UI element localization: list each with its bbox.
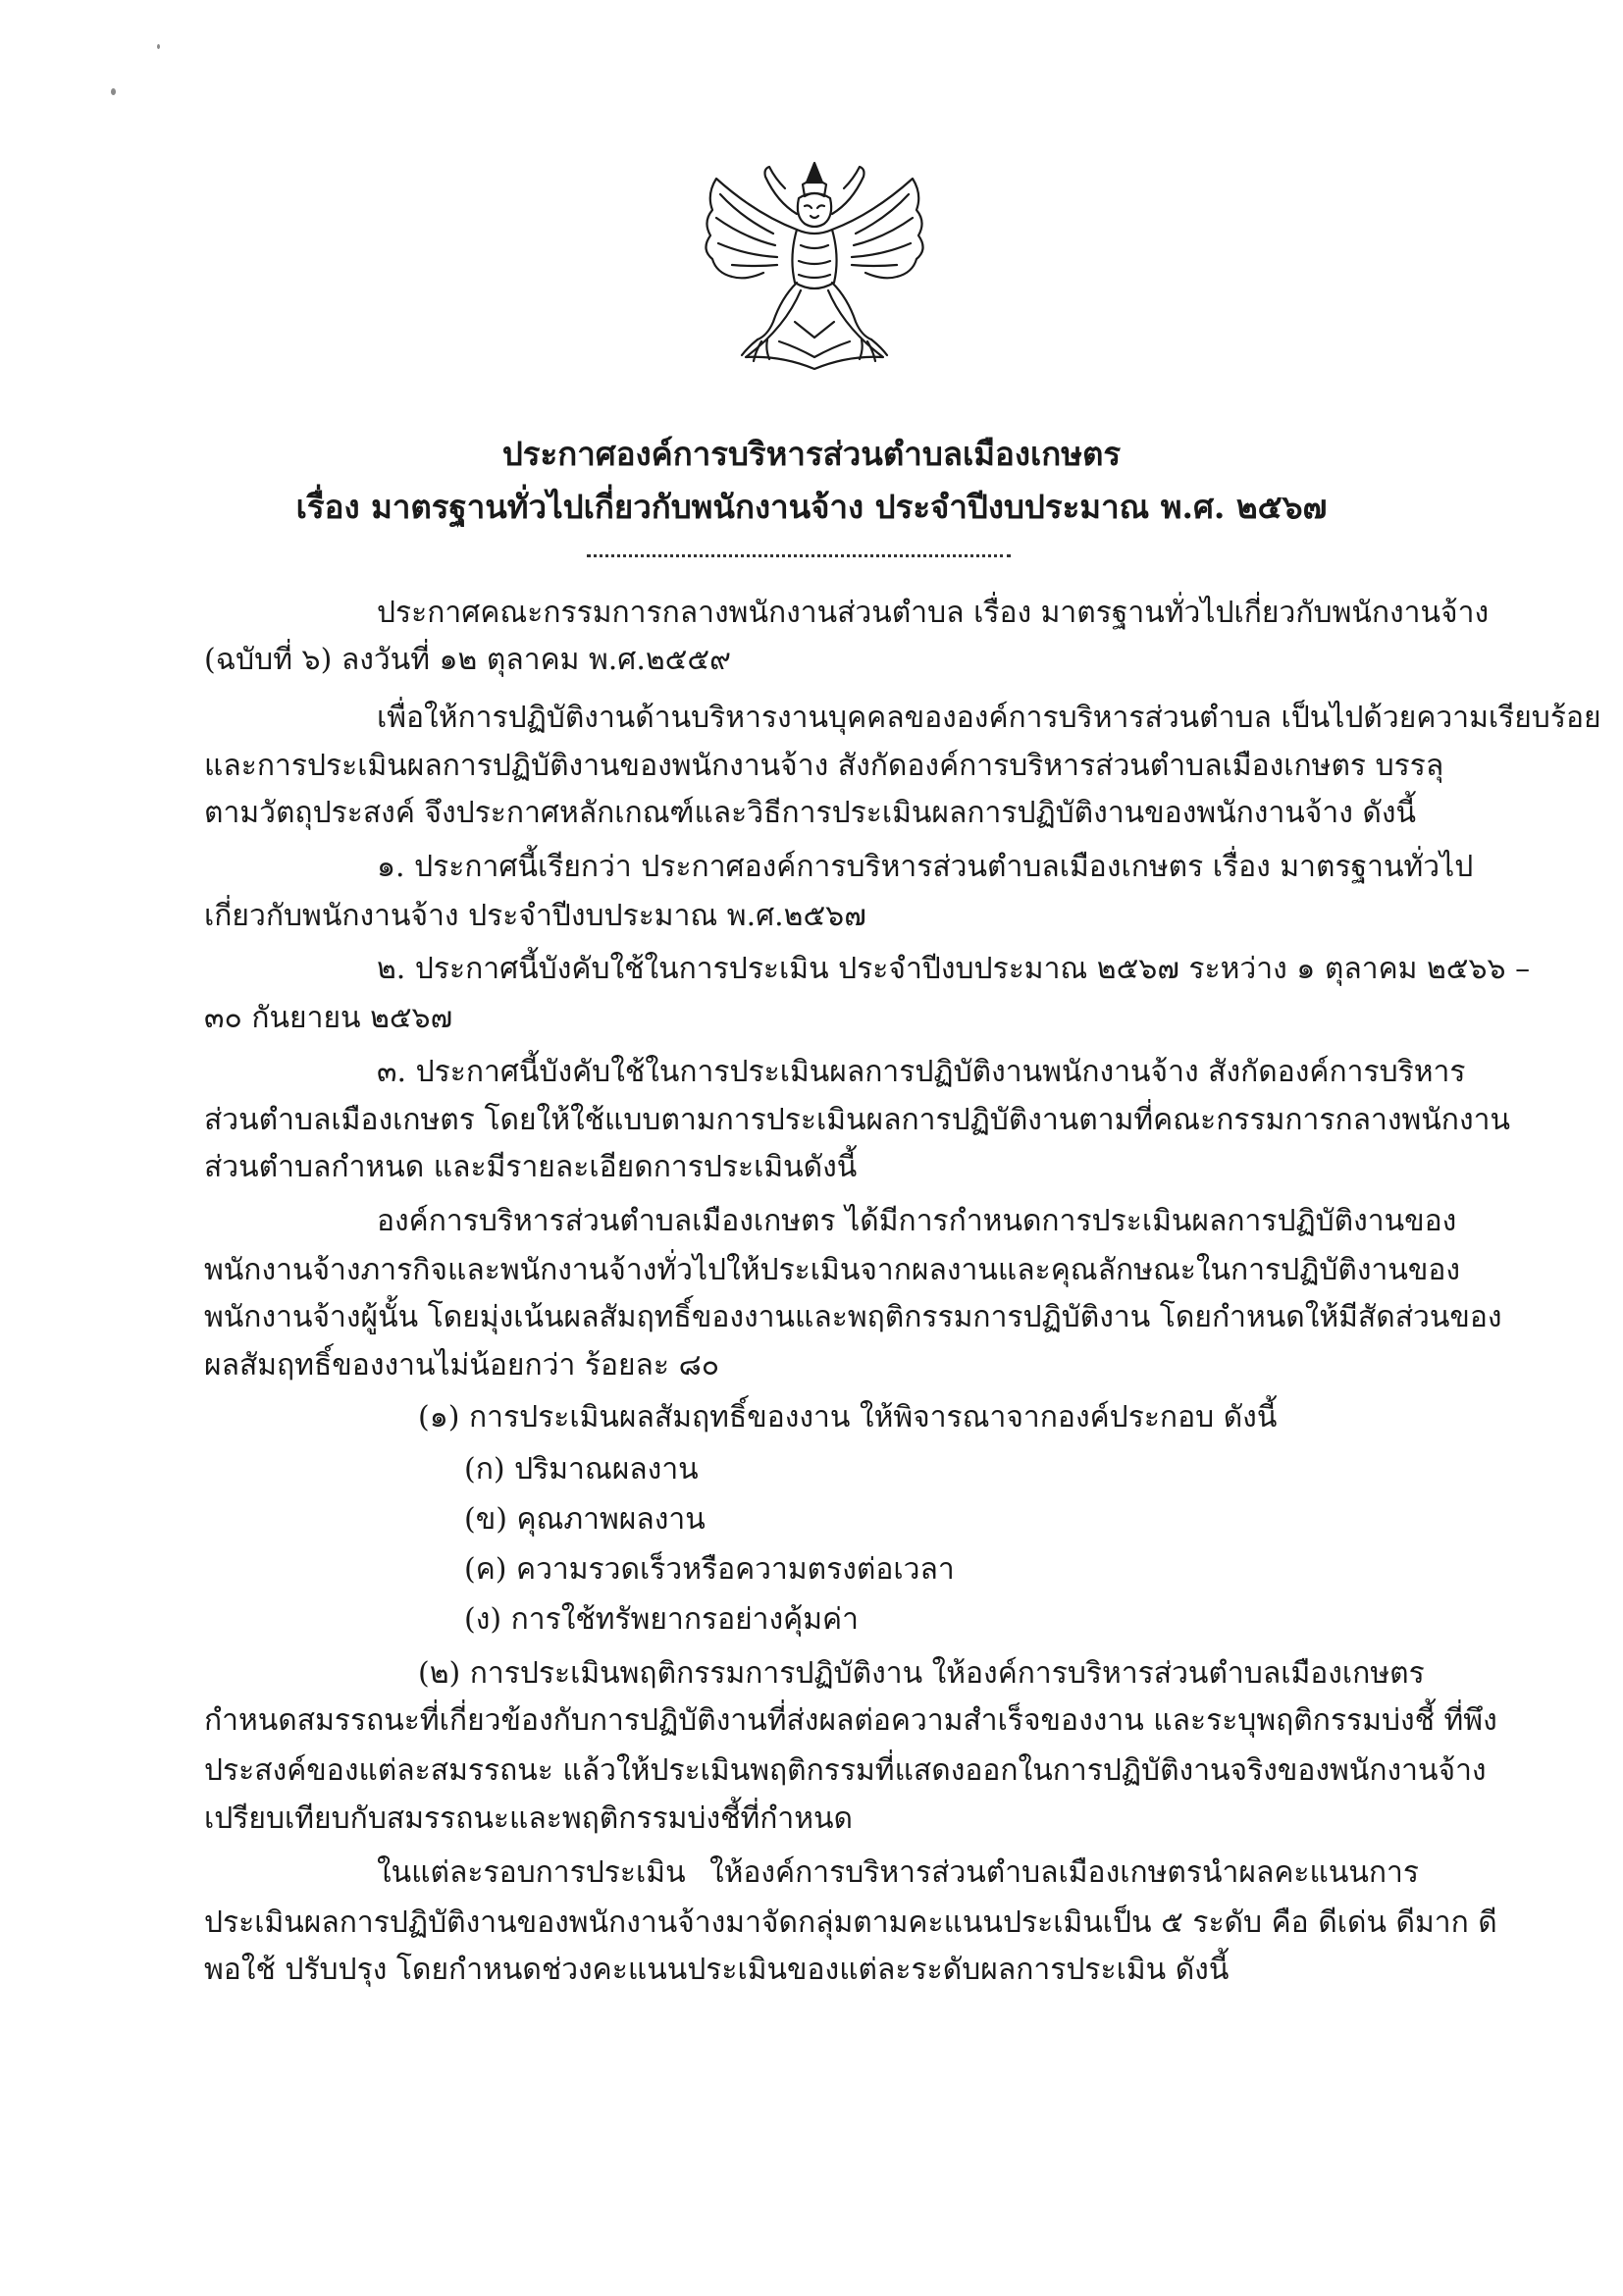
paragraph-line: และการประเมินผลการปฏิบัติงานของพนักงานจ้าง สังกัดองค์การบริหารส่วนตำบลเมืองเกษตร บรรลุ [204, 749, 1444, 783]
sub-item-1: (๑) การประเมินผลสัมฤทธิ์ของงาน ให้พิจารณาจากองค์ประกอบ ดังนี้ [418, 1400, 1278, 1435]
sub-item-2: (๒) การประเมินพฤติกรรมการปฏิบัติงาน ให้องค์การบริหารส่วนตำบลเมืองเกษตร [418, 1656, 1425, 1691]
paragraph-line: ผลสัมฤทธิ์ของงานไม่น้อยกว่า ร้อยละ ๘๐ [204, 1348, 720, 1383]
sub-item-a: (ก) ปริมาณผลงาน [464, 1452, 699, 1487]
paragraph-line: (ฉบับที่ ๖) ลงวันที่ ๑๒ ตุลาคม พ.ศ.๒๕๕๙ [204, 643, 732, 677]
scan-speck [111, 88, 116, 95]
announcement-title: ประกาศองค์การบริหารส่วนตำบลเมืองเกษตร [501, 435, 1122, 473]
garuda-emblem-icon [687, 155, 942, 373]
announcement-subject: เรื่อง มาตรฐานทั่วไปเกี่ยวกับพนักงานจ้าง ประจำปีงบประมาณ พ.ศ. ๒๕๖๗ [295, 488, 1328, 526]
paragraph-line: ประเมินผลการปฏิบัติงานของพนักงานจ้างมาจัดกลุ่มตามคะแนนประเมินเป็น ๕ ระดับ คือ ดีเด่น ดีมาก ดี [204, 1905, 1497, 1940]
clause-1-line: ๑. ประกาศนี้เรียกว่า ประกาศองค์การบริหารส่วนตำบลเมืองเกษตร เรื่อง มาตรฐานทั่วไป [377, 850, 1474, 884]
paragraph-line: พอใช้ ปรับปรุง โดยกำหนดช่วงคะแนนประเมินของแต่ละระดับผลการประเมิน ดังนี้ [204, 1953, 1230, 1987]
paragraph-line: เพื่อให้การปฏิบัติงานด้านบริหารงานบุคคลขององค์การบริหารส่วนตำบล เป็นไปด้วยความเรียบร้อย [377, 701, 1601, 735]
clause-3-line: ส่วนตำบลเมืองเกษตร โดยให้ใช้แบบตามการประเมินผลการปฏิบัติงานตามที่คณะกรรมการกลางพนักงาน [204, 1103, 1510, 1137]
scan-speck [157, 44, 160, 49]
dotted-separator [587, 554, 1011, 557]
clause-2-line: ๓๐ กันยายน ๒๕๖๗ [204, 1001, 453, 1035]
paragraph-line: พนักงานจ้างผู้นั้น โดยมุ่งเน้นผลสัมฤทธิ์ของงานและพฤติกรรมการปฏิบัติงาน โดยกำหนดให้มีสัดส่วนของ [204, 1300, 1502, 1334]
paragraph-line: พนักงานจ้างภารกิจและพนักงานจ้างทั่วไปให้ประเมินจากผลงานและคุณลักษณะในการปฏิบัติงานของ [204, 1253, 1461, 1287]
sub-item-d: (ง) การใช้ทรัพยากรอย่างคุ้มค่า [464, 1602, 859, 1637]
sub-item-c: (ค) ความรวดเร็วหรือความตรงต่อเวลา [464, 1552, 955, 1587]
paragraph-line: เปรียบเทียบกับสมรรถนะและพฤติกรรมบ่งชี้ที่กำหนด [204, 1801, 854, 1836]
paragraph-line: ในแต่ละรอบการประเมิน ให้องค์การบริหารส่วนตำบลเมืองเกษตรนำผลคะแนนการ [377, 1855, 1419, 1890]
sub-item-b: (ข) คุณภาพผลงาน [464, 1502, 706, 1537]
clause-3-line: ๓. ประกาศนี้บังคับใช้ในการประเมินผลการปฏิบัติงานพนักงานจ้าง สังกัดองค์การบริหาร [377, 1055, 1466, 1089]
clause-2-line: ๒. ประกาศนี้บังคับใช้ในการประเมิน ประจำปีงบประมาณ ๒๕๖๗ ระหว่าง ๑ ตุลาคม ๒๕๖๖ – [377, 952, 1531, 986]
paragraph-line: องค์การบริหารส่วนตำบลเมืองเกษตร ได้มีการกำหนดการประเมินผลการปฏิบัติงานของ [377, 1204, 1457, 1238]
paragraph-line: ประกาศคณะกรรมการกลางพนักงานส่วนตำบล เรื่อง มาตรฐานทั่วไปเกี่ยวกับพนักงานจ้าง [377, 596, 1490, 630]
clause-3-line: ส่วนตำบลกำหนด และมีรายละเอียดการประเมินดังนี้ [204, 1150, 858, 1184]
clause-1-line: เกี่ยวกับพนักงานจ้าง ประจำปีงบประมาณ พ.ศ.๒๕๖๗ [204, 899, 866, 933]
paragraph-line: ตามวัตถุประสงค์ จึงประกาศหลักเกณฑ์และวิธีการประเมินผลการปฏิบัติงานของพนักงานจ้าง ดังนี้ [204, 796, 1417, 830]
paragraph-line: กำหนดสมรรถนะที่เกี่ยวข้องกับการปฏิบัติงานที่ส่งผลต่อความสำเร็จของงาน และระบุพฤติกรรมบ่งชี้ ที่พึง [204, 1703, 1497, 1738]
paragraph-line: ประสงค์ของแต่ละสมรรถนะ แล้วให้ประเมินพฤติกรรมที่แสดงออกในการปฏิบัติงานจริงของพนักงานจ้าง [204, 1753, 1487, 1788]
